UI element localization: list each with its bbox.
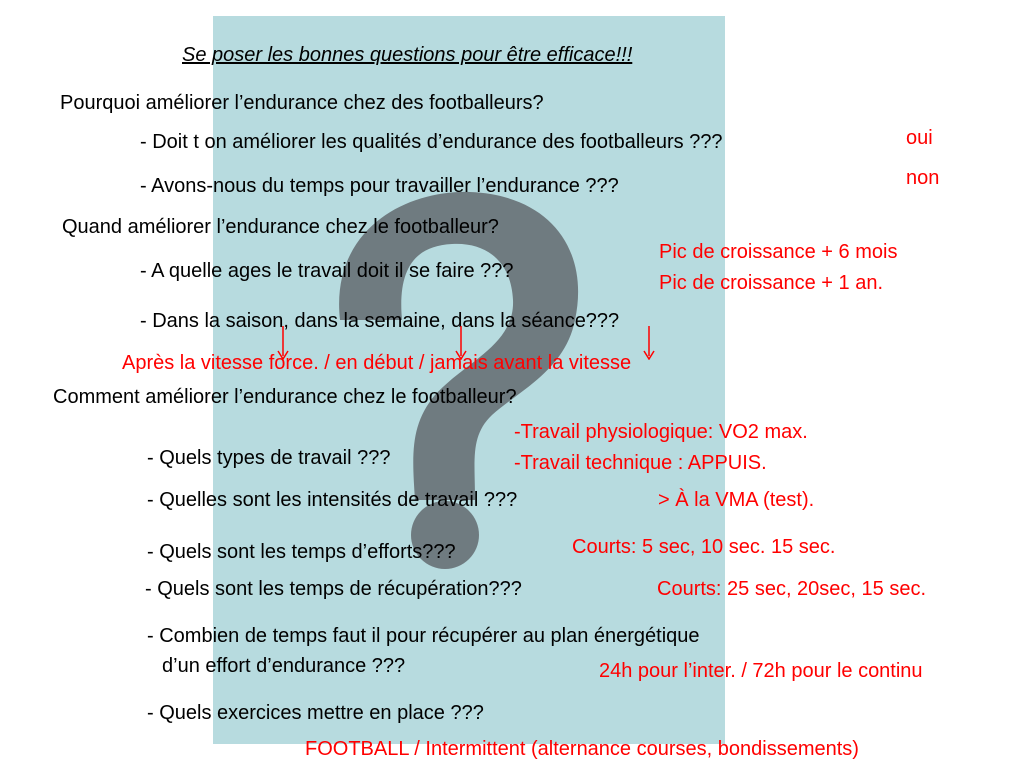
heading-quand: Quand améliorer l’endurance chez le footballeur? <box>62 216 499 238</box>
page-title: Se poser les bonnes questions pour être efficace!!! <box>182 44 633 66</box>
answer-comment-4: Courts: 25 sec, 20sec, 15 sec. <box>657 578 927 600</box>
question-comment-4: - Quels sont les temps de récupération??? <box>145 578 522 600</box>
question-comment-5-line1: - Combien de temps faut il pour récupérer au plan énergétique <box>147 625 700 647</box>
answer-comment-3: Courts: 5 sec, 10 sec. 15 sec. <box>572 536 836 558</box>
question-quand-1: - A quelle ages le travail doit il se faire ??? <box>140 260 514 282</box>
answer-comment-5: 24h pour l’inter. / 72h pour le continu <box>599 660 923 682</box>
question-quand-2: - Dans la saison, dans la semaine, dans la séance??? <box>140 310 620 332</box>
answer-comment-1b: -Travail technique : APPUIS. <box>514 452 767 474</box>
answer-pourquoi-2: non <box>906 167 940 189</box>
question-comment-6: - Quels exercices mettre en place ??? <box>147 702 484 724</box>
answer-comment-1a: -Travail physiologique: VO2 max. <box>514 421 808 443</box>
answer-quand-1a: Pic de croissance + 6 mois <box>659 241 898 263</box>
heading-pourquoi: Pourquoi améliorer l’endurance chez des footballeurs? <box>60 92 544 114</box>
question-comment-1: - Quels types de travail ??? <box>147 447 391 469</box>
question-comment-5-line2: d’un effort d’endurance ??? <box>162 655 406 677</box>
answer-pourquoi-1: oui <box>906 127 933 149</box>
answer-comment-6: FOOTBALL / Intermittent (alternance courses, bondissements) <box>305 738 859 760</box>
answer-comment-2: > À la VMA (test). <box>658 489 815 511</box>
answer-quand-2: Après la vitesse force. / en début / jamais avant la vitesse <box>122 352 632 374</box>
question-comment-3: - Quels sont les temps d’efforts??? <box>147 541 456 563</box>
question-pourquoi-2: - Avons-nous du temps pour travailler l’endurance ??? <box>140 175 619 197</box>
down-arrow-icon <box>643 326 655 360</box>
answer-quand-1b: Pic de croissance + 1 an. <box>659 272 884 294</box>
heading-comment: Comment améliorer l’endurance chez le footballeur? <box>53 386 517 408</box>
question-comment-2: - Quelles sont les intensités de travail ??? <box>147 489 518 511</box>
question-pourquoi-1: - Doit t on améliorer les qualités d’endurance des footballeurs ??? <box>140 131 723 153</box>
